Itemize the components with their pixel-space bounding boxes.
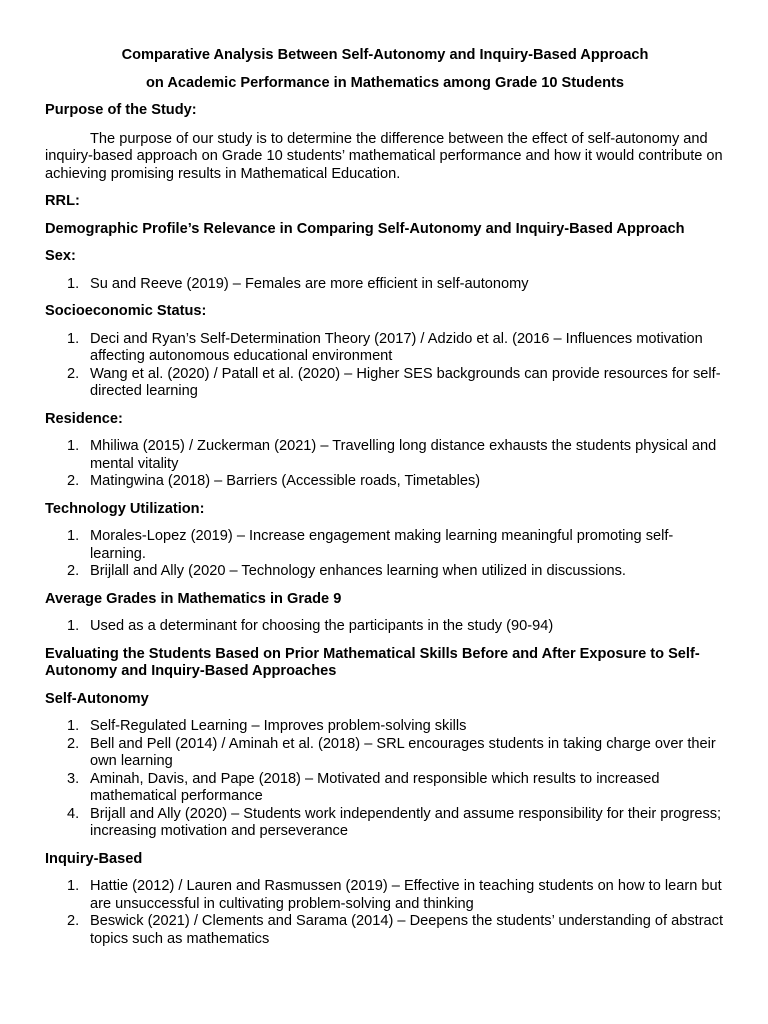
list-item xyxy=(45,528,725,563)
list-number: 1. xyxy=(67,718,80,734)
section-heading-inquiry-based: Inquiry-Based xyxy=(45,850,143,867)
list-number: 2. xyxy=(67,563,80,579)
list-number: 1. xyxy=(67,438,80,454)
section-heading-sex: Sex: xyxy=(45,248,76,264)
list-number: 1. xyxy=(67,528,80,544)
list-number: 2. xyxy=(67,473,80,489)
list-item xyxy=(45,618,725,636)
list-item xyxy=(45,736,725,771)
purpose-heading: Purpose of the Study: xyxy=(45,102,197,118)
list-item-text: Wang et al. (2020) / Patall et al. (2020) – Higher SES backgrounds can provide resources for self-directed learning xyxy=(90,365,721,399)
section-heading-residence: Residence: xyxy=(45,410,123,427)
document-page xyxy=(45,46,725,948)
list-item-text: Self-Regulated Learning – Improves problem-solving skills xyxy=(90,718,467,734)
list-average-grades xyxy=(45,618,725,636)
list-number: 2. xyxy=(67,365,80,382)
section-heading-socioeconomic: Socioeconomic Status: xyxy=(45,303,207,319)
list-number: 1. xyxy=(67,275,80,292)
rrl-heading: RRL: xyxy=(45,193,80,209)
section-heading-self-autonomy: Self-Autonomy xyxy=(45,690,149,707)
purpose-paragraph: The purpose of our study is to determine the difference between the effect of self-autonomy and inquiry-based approach on Grade 10 students’ mathematical performance and how it would contribute on achieving promising results in Mathematical Education. xyxy=(45,130,723,182)
section-heading-technology: Technology Utilization: xyxy=(45,500,205,517)
list-item xyxy=(45,366,725,401)
list-item-text: Mhiliwa (2015) / Zuckerman (2021) – Travelling long distance exhausts the students physical and mental vitality xyxy=(90,438,717,472)
list-item xyxy=(45,806,725,841)
list-item xyxy=(45,563,725,581)
document-title-line-1: Comparative Analysis Between Self-Autonomy and Inquiry-Based Approach xyxy=(121,47,649,63)
list-item-text: Aminah, Davis, and Pape (2018) – Motivated and responsible which results to increased mathematical performance xyxy=(90,770,660,804)
list-item-text: Brijall and Ally (2020) – Students work independently and assume responsibility for their progress; increasing motivation and perseverance xyxy=(90,805,722,839)
list-item xyxy=(45,438,725,473)
list-item-text: Matingwina (2018) – Barriers (Accessible roads, Timetables) xyxy=(90,473,481,489)
list-item xyxy=(45,718,725,736)
list-number: 2. xyxy=(67,735,80,752)
list-number: 3. xyxy=(67,770,80,787)
list-number: 2. xyxy=(67,913,80,929)
list-number: 1. xyxy=(67,618,80,634)
list-item xyxy=(45,331,725,366)
document-title-line-2: on Academic Performance in Mathematics among Grade 10 Students xyxy=(146,75,624,91)
list-item-text: Deci and Ryan’s Self-Determination Theory (2017) / Adzido et al. (2016 – Influences motivation affecting autonomous educational environment xyxy=(90,330,703,364)
list-item-text: Beswick (2021) / Clements and Sarama (2014) – Deepens the students’ understanding of abstract topics such as mathematics xyxy=(90,913,724,947)
list-item-text: Bell and Pell (2014) / Aminah et al. (2018) – SRL encourages students in taking charge over their own learning xyxy=(90,735,716,769)
demographic-heading: Demographic Profile’s Relevance in Comparing Self-Autonomy and Inquiry-Based Approach xyxy=(45,220,685,237)
list-socioeconomic xyxy=(45,331,725,401)
list-item-text: Brijlall and Ally (2020 – Technology enhances learning when utilized in discussions. xyxy=(90,563,626,579)
list-item-text: Used as a determinant for choosing the participants in the study (90-94) xyxy=(90,618,554,634)
list-item-text: Su and Reeve (2019) – Females are more efficient in self-autonomy xyxy=(90,275,529,292)
list-item-text: Hattie (2012) / Lauren and Rasmussen (2019) – Effective in teaching students on how to learn but are unsuccessful in cultivating problem-solving and thinking xyxy=(90,878,722,912)
list-item xyxy=(45,473,725,491)
evaluating-heading: Evaluating the Students Based on Prior Mathematical Skills Before and After Exposure to Self-Autonomy and Inquiry-Based Approaches xyxy=(45,645,700,679)
list-technology xyxy=(45,528,725,581)
list-number: 4. xyxy=(67,805,80,822)
list-item xyxy=(45,276,725,294)
list-number: 1. xyxy=(67,330,80,347)
list-residence xyxy=(45,438,725,491)
list-number: 1. xyxy=(67,878,80,894)
list-item xyxy=(45,913,725,948)
list-sex xyxy=(45,276,725,294)
list-self-autonomy xyxy=(45,718,725,841)
list-item-text: Morales-Lopez (2019) – Increase engagement making learning meaningful promoting self-learning. xyxy=(90,528,674,562)
list-item xyxy=(45,878,725,913)
section-heading-average-grades: Average Grades in Mathematics in Grade 9 xyxy=(45,590,342,607)
list-item xyxy=(45,771,725,806)
list-inquiry-based xyxy=(45,878,725,948)
